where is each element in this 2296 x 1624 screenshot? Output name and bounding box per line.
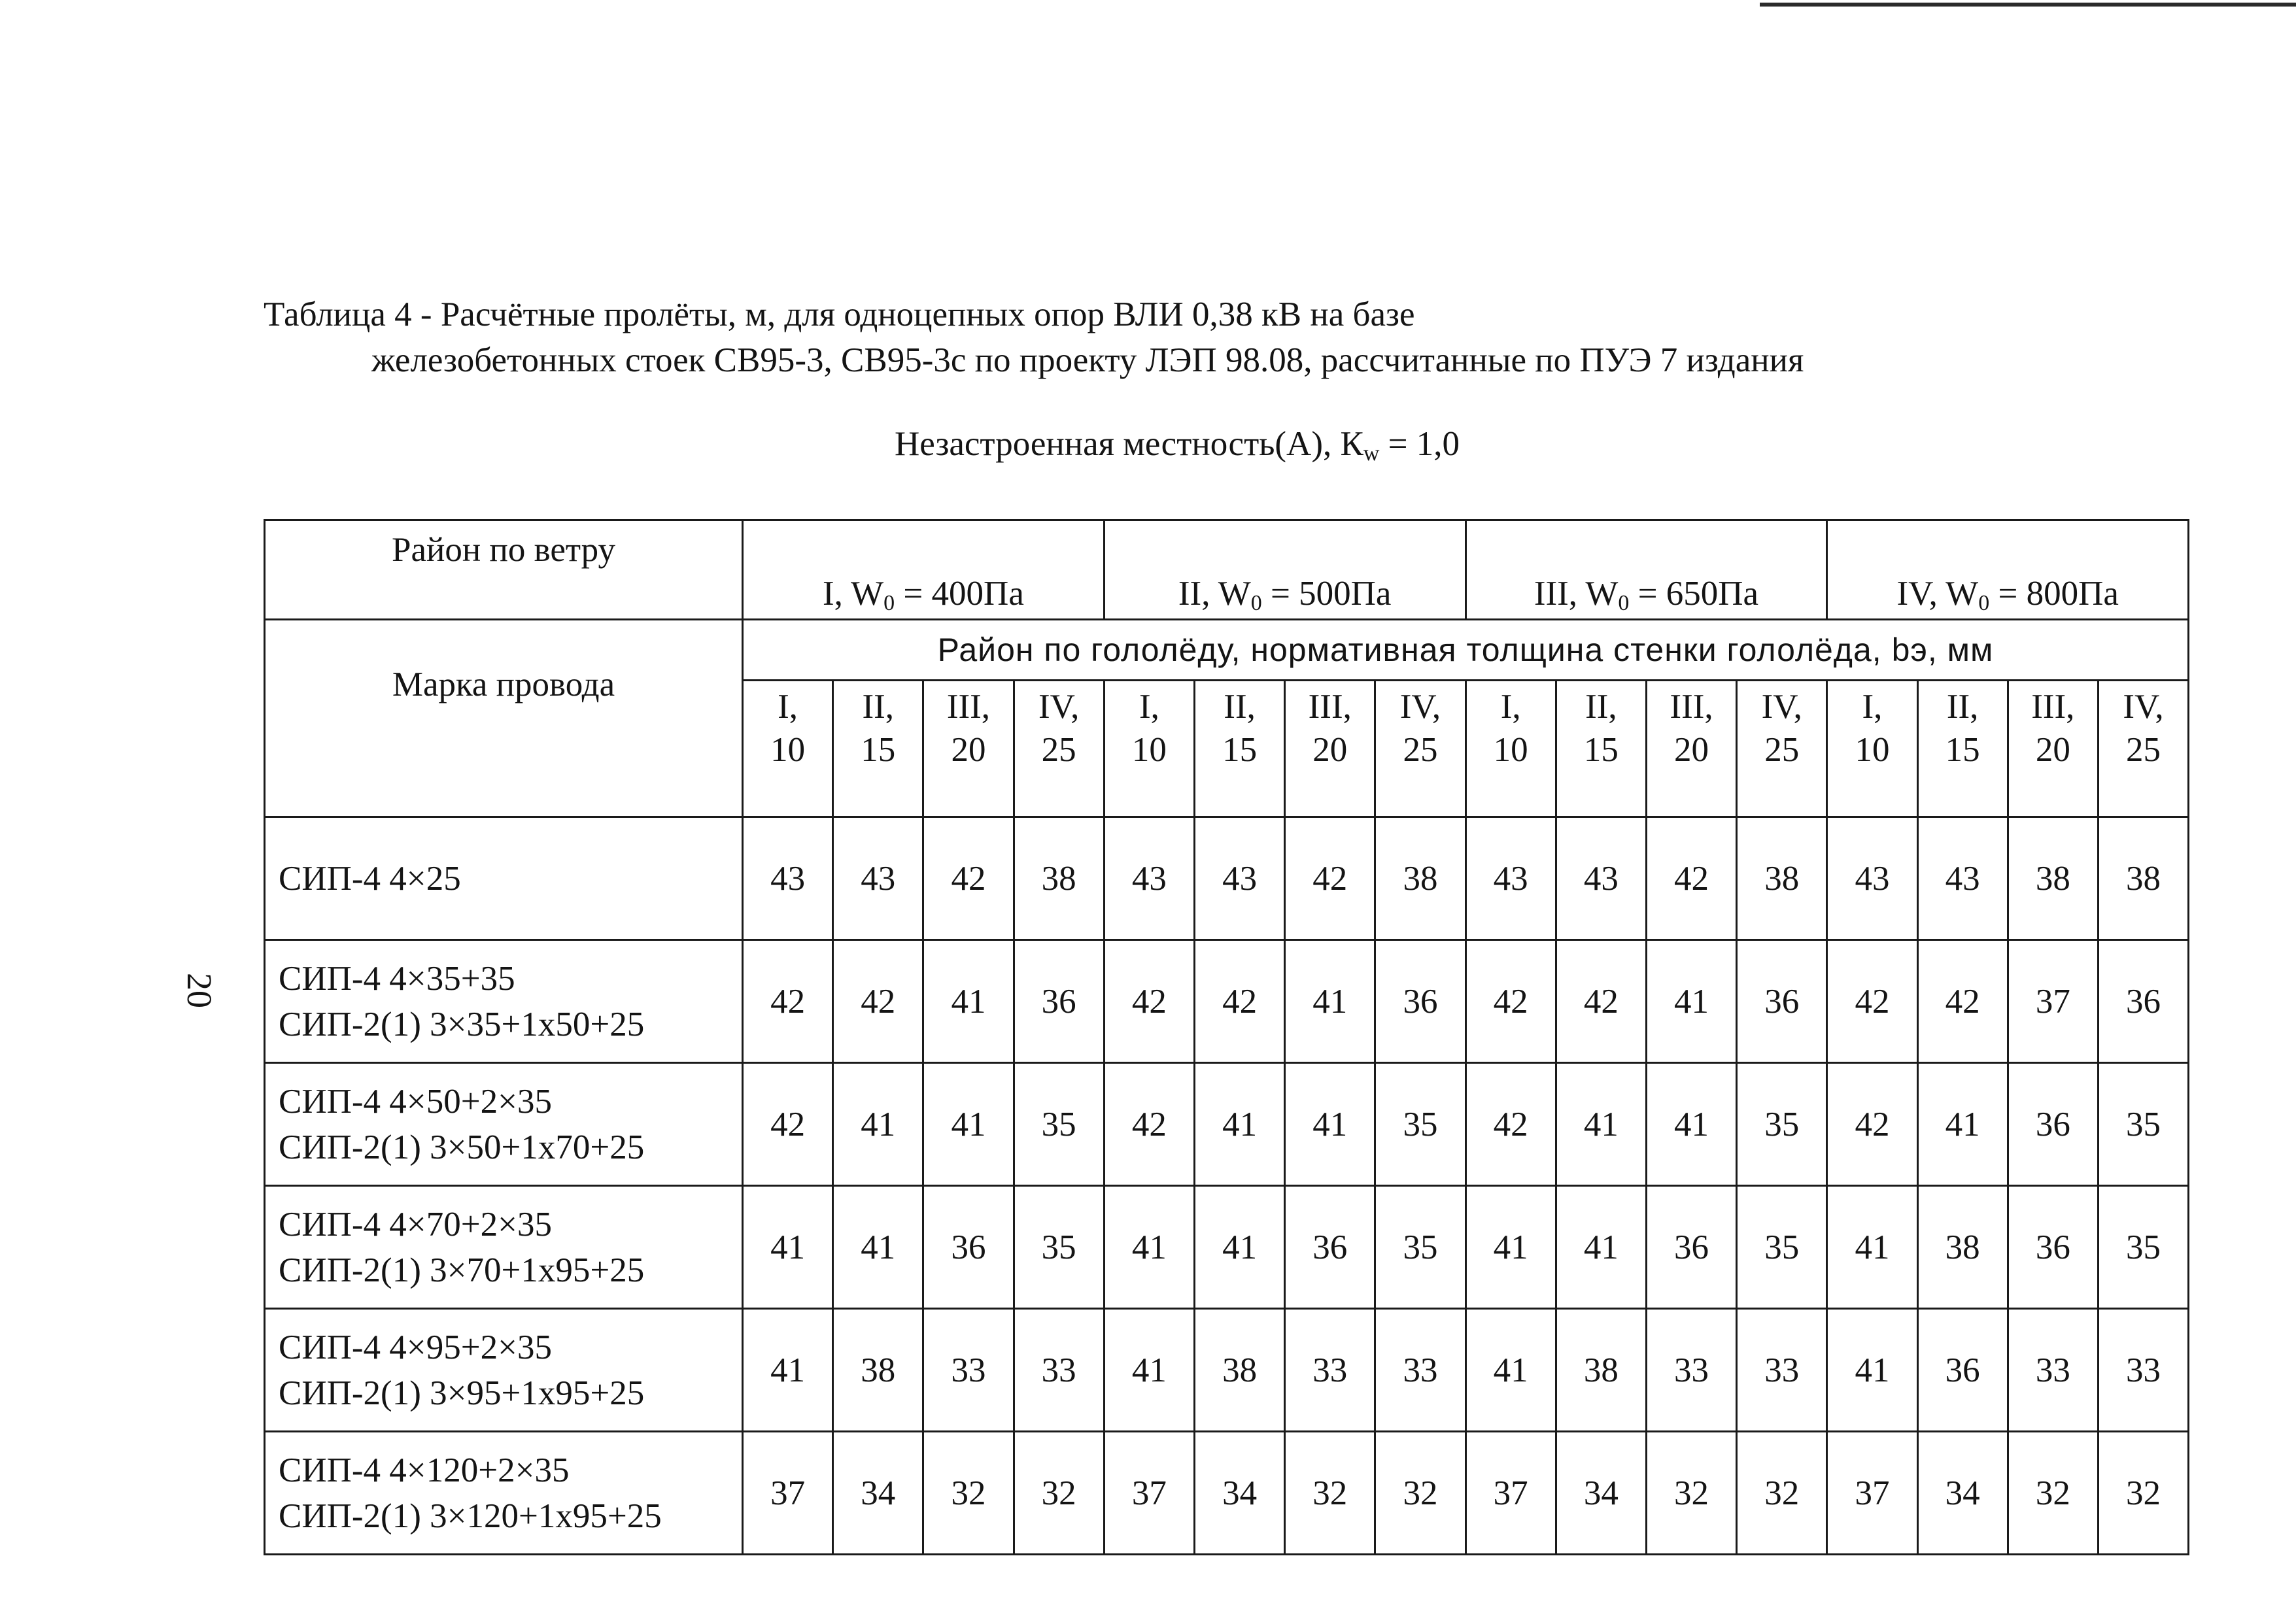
wind-region-1: I, $W_0 = 400Па$ — [743, 520, 1105, 620]
span-value-cell: 37 — [1465, 1432, 1556, 1555]
span-value-cell: 32 — [2098, 1432, 2188, 1555]
wire-brand-cell — [265, 1309, 743, 1432]
subtitle-subscript: w — [1363, 441, 1380, 465]
terrain-subtitle — [895, 421, 1460, 467]
span-value-cell: 41 — [1465, 1186, 1556, 1309]
ice-region-number: III, — [946, 688, 991, 726]
ice-thickness: 25 — [1764, 731, 1800, 769]
ice-region-number: IV, — [2123, 688, 2164, 726]
ice-thickness: 15 — [861, 731, 896, 769]
span-value-cell: 36 — [2098, 940, 2188, 1063]
wire-brand-cell — [265, 1432, 743, 1555]
ice-region-number: I, — [1139, 688, 1159, 726]
span-value-cell: 38 — [2008, 817, 2098, 940]
caption-line-1: Таблица 4 - Расчётные пролёты, м, для одноцепных опор ВЛИ 0,38 кВ на базе — [264, 296, 1415, 333]
ice-region-number: III, — [1670, 688, 1713, 726]
span-value-cell: 38 — [1014, 817, 1104, 940]
table-row — [265, 1309, 2189, 1432]
wire-brand-cell — [265, 817, 743, 940]
span-value-cell: 42 — [1465, 940, 1556, 1063]
ice-region-cell — [743, 681, 833, 817]
wire-brand-line: СИП-4 4×50+2×35 — [279, 1082, 552, 1121]
span-value-cell: 36 — [2008, 1063, 2098, 1186]
span-value-cell: 43 — [1194, 817, 1284, 940]
span-value-cell: 42 — [1827, 940, 1917, 1063]
ice-region-number: I, — [1862, 688, 1883, 726]
ice-region-number: I, — [1500, 688, 1521, 726]
wind-region-2: II, $W_0 = 500Па$ — [1104, 520, 1465, 620]
ice-region-number: IV, — [1761, 688, 1802, 726]
ice-region-cell — [1917, 681, 2008, 817]
span-value-cell: 41 — [1917, 1063, 2008, 1186]
ice-region-cell — [1737, 681, 1827, 817]
wind-region-3: III, $W_0 = 650Па$ — [1465, 520, 1827, 620]
span-value-cell: 42 — [1104, 940, 1194, 1063]
span-value-cell: 42 — [743, 940, 833, 1063]
table-row — [265, 940, 2189, 1063]
span-value-cell: 37 — [1827, 1432, 1917, 1555]
caption-line-2: железобетонных стоек СВ95-3, СВ95-3с по проекту ЛЭП 98.08, рассчитанные по ПУЭ 7 издания — [371, 341, 1804, 379]
span-value-cell: 41 — [1556, 1063, 1646, 1186]
span-value-cell: 33 — [2008, 1309, 2098, 1432]
ice-thickness: 25 — [1403, 731, 1438, 769]
span-value-cell: 32 — [2008, 1432, 2098, 1555]
ice-thickness: 25 — [1041, 731, 1076, 769]
span-value-cell: 42 — [1917, 940, 2008, 1063]
span-value-cell: 41 — [1285, 1063, 1375, 1186]
table-row — [265, 817, 2189, 940]
span-value-cell: 36 — [1014, 940, 1104, 1063]
span-value-cell: 43 — [1556, 817, 1646, 940]
subtitle-text: Незастроенная местность(А), К — [895, 425, 1363, 463]
wire-brand-cell — [265, 1186, 743, 1309]
ice-region-number: II, — [1946, 688, 1979, 726]
span-value-cell: 32 — [923, 1432, 1014, 1555]
ice-region-cell — [1646, 681, 1736, 817]
ice-thickness: 20 — [1674, 731, 1709, 769]
span-value-cell: 33 — [923, 1309, 1014, 1432]
wire-brand-cell — [265, 940, 743, 1063]
wire-brand-line: СИП-2(1) 3×70+1х95+25 — [279, 1251, 645, 1289]
span-value-cell: 33 — [2098, 1309, 2188, 1432]
table-caption — [264, 292, 1804, 383]
ice-header-row — [265, 620, 2189, 681]
span-value-cell: 42 — [1556, 940, 1646, 1063]
wire-brand-line: СИП-2(1) 3×120+1х95+25 — [279, 1497, 662, 1535]
span-value-cell: 36 — [1646, 1186, 1736, 1309]
span-value-cell: 35 — [1737, 1186, 1827, 1309]
span-value-cell: 36 — [1375, 940, 1465, 1063]
ice-thickness: 15 — [1583, 731, 1619, 769]
ice-region-number: IV, — [1399, 688, 1441, 726]
span-value-cell: 41 — [1285, 940, 1375, 1063]
span-value-cell: 41 — [1556, 1186, 1646, 1309]
ice-thickness: 15 — [1945, 731, 1980, 769]
ice-region-cell — [1827, 681, 1917, 817]
wire-brand-line: СИП-4 4×70+2×35 — [279, 1205, 552, 1243]
span-value-cell: 41 — [1104, 1309, 1194, 1432]
ice-region-cell — [2098, 681, 2188, 817]
span-value-cell: 37 — [2008, 940, 2098, 1063]
table-row — [265, 1432, 2189, 1555]
ice-region-number: III, — [2031, 688, 2075, 726]
ice-region-number: I, — [778, 688, 798, 726]
ice-region-number: III, — [1308, 688, 1352, 726]
wire-brand-cell — [265, 1063, 743, 1186]
ice-region-cell — [2008, 681, 2098, 817]
span-value-cell: 34 — [833, 1432, 923, 1555]
wire-brand-line: СИП-2(1) 3×35+1х50+25 — [279, 1005, 645, 1043]
span-value-cell: 32 — [1285, 1432, 1375, 1555]
span-value-cell: 36 — [2008, 1186, 2098, 1309]
span-value-cell: 42 — [923, 817, 1014, 940]
span-value-cell: 35 — [2098, 1063, 2188, 1186]
span-value-cell: 41 — [923, 940, 1014, 1063]
ice-region-cell — [1375, 681, 1465, 817]
wire-brand-line: СИП-2(1) 3×95+1х95+25 — [279, 1374, 645, 1412]
span-value-cell: 41 — [1104, 1186, 1194, 1309]
span-value-cell: 36 — [1285, 1186, 1375, 1309]
span-value-cell: 38 — [1917, 1186, 2008, 1309]
span-value-cell: 37 — [1104, 1432, 1194, 1555]
span-value-cell: 36 — [923, 1186, 1014, 1309]
span-value-cell: 43 — [1104, 817, 1194, 940]
wind-region-row — [265, 520, 2189, 620]
wire-brand-line: СИП-4 4×25 — [279, 859, 461, 898]
span-value-cell: 43 — [1827, 817, 1917, 940]
span-value-cell: 35 — [1014, 1063, 1104, 1186]
span-value-cell: 34 — [1556, 1432, 1646, 1555]
span-value-cell: 33 — [1737, 1309, 1827, 1432]
ice-region-number: II, — [1585, 688, 1617, 726]
span-value-cell: 43 — [1465, 817, 1556, 940]
span-value-cell: 42 — [1827, 1063, 1917, 1186]
span-value-cell: 41 — [743, 1309, 833, 1432]
span-table — [264, 519, 2189, 1555]
wind-region-4: IV, $W_0 = 800Па$ — [1827, 520, 2189, 620]
span-value-cell: 32 — [1737, 1432, 1827, 1555]
span-value-cell: 42 — [1465, 1063, 1556, 1186]
ice-region-number: IV, — [1038, 688, 1080, 726]
span-value-cell: 42 — [743, 1063, 833, 1186]
ice-thickness: 10 — [770, 731, 806, 769]
span-value-cell: 38 — [1737, 817, 1827, 940]
ice-region-header: Район по гололёду, нормативная толщина стенки гололёда, bэ, мм — [743, 620, 2189, 681]
ice-region-cell — [1194, 681, 1284, 817]
ice-region-cell — [923, 681, 1014, 817]
ice-region-cell — [1465, 681, 1556, 817]
ice-region-cell — [1556, 681, 1646, 817]
span-value-cell: 42 — [1194, 940, 1284, 1063]
span-value-cell: 38 — [2098, 817, 2188, 940]
span-value-cell: 35 — [1375, 1186, 1465, 1309]
span-value-cell: 33 — [1375, 1309, 1465, 1432]
ice-thickness: 20 — [2035, 731, 2070, 769]
subtitle-value: = 1,0 — [1379, 425, 1460, 463]
wire-brand-line: СИП-4 4×35+35 — [279, 959, 515, 998]
span-value-cell: 41 — [1194, 1186, 1284, 1309]
page-number: 20 — [180, 973, 219, 1008]
wind-region-label: Район по ветру — [265, 520, 743, 620]
wire-brand-line: СИП-4 4×120+2×35 — [279, 1451, 570, 1489]
ice-thickness: 10 — [1855, 731, 1890, 769]
span-value-cell: 35 — [1014, 1186, 1104, 1309]
span-value-cell: 33 — [1646, 1309, 1736, 1432]
span-value-cell: 37 — [743, 1432, 833, 1555]
span-value-cell: 35 — [2098, 1186, 2188, 1309]
span-value-cell: 34 — [1194, 1432, 1284, 1555]
span-value-cell: 43 — [1917, 817, 2008, 940]
wire-brand-line: СИП-2(1) 3×50+1х70+25 — [279, 1128, 645, 1166]
ice-thickness: 10 — [1493, 731, 1528, 769]
span-value-cell: 35 — [1375, 1063, 1465, 1186]
span-value-cell: 41 — [833, 1186, 923, 1309]
span-value-cell: 38 — [1194, 1309, 1284, 1432]
span-value-cell: 42 — [833, 940, 923, 1063]
span-value-cell: 33 — [1285, 1309, 1375, 1432]
span-value-cell: 42 — [1285, 817, 1375, 940]
ice-region-cell — [833, 681, 923, 817]
span-value-cell: 36 — [1917, 1309, 2008, 1432]
ice-thickness: 20 — [1312, 731, 1348, 769]
span-value-cell: 34 — [1917, 1432, 2008, 1555]
ice-thickness: 15 — [1222, 731, 1258, 769]
span-value-cell: 43 — [743, 817, 833, 940]
span-value-cell: 41 — [1194, 1063, 1284, 1186]
span-value-cell: 41 — [833, 1063, 923, 1186]
span-value-cell: 41 — [1465, 1309, 1556, 1432]
span-value-cell: 41 — [1827, 1309, 1917, 1432]
span-value-cell: 36 — [1737, 940, 1827, 1063]
span-value-cell: 41 — [1646, 940, 1736, 1063]
ice-thickness: 20 — [951, 731, 986, 769]
scan-edge-mark — [1760, 0, 2296, 7]
ice-thickness: 10 — [1131, 731, 1167, 769]
span-value-cell: 42 — [1646, 817, 1736, 940]
span-value-cell: 42 — [1104, 1063, 1194, 1186]
ice-region-cell — [1285, 681, 1375, 817]
ice-thickness: 25 — [2126, 731, 2161, 769]
span-value-cell: 33 — [1014, 1309, 1104, 1432]
span-value-cell: 41 — [743, 1186, 833, 1309]
span-value-cell: 41 — [923, 1063, 1014, 1186]
span-value-cell: 32 — [1014, 1432, 1104, 1555]
ice-region-cell — [1104, 681, 1194, 817]
ice-region-number: II, — [1224, 688, 1256, 726]
span-value-cell: 43 — [833, 817, 923, 940]
ice-region-number: II, — [862, 688, 895, 726]
wire-brand-line: СИП-4 4×95+2×35 — [279, 1328, 552, 1366]
span-value-cell: 38 — [1556, 1309, 1646, 1432]
span-value-cell: 32 — [1646, 1432, 1736, 1555]
ice-region-cell — [1014, 681, 1104, 817]
span-value-cell: 41 — [1827, 1186, 1917, 1309]
wire-brand-label: Марка провода — [265, 620, 743, 817]
span-value-cell: 35 — [1737, 1063, 1827, 1186]
span-value-cell: 38 — [833, 1309, 923, 1432]
table-row — [265, 1186, 2189, 1309]
span-value-cell: 41 — [1646, 1063, 1736, 1186]
table-row — [265, 1063, 2189, 1186]
span-value-cell: 38 — [1375, 817, 1465, 940]
span-value-cell: 32 — [1375, 1432, 1465, 1555]
